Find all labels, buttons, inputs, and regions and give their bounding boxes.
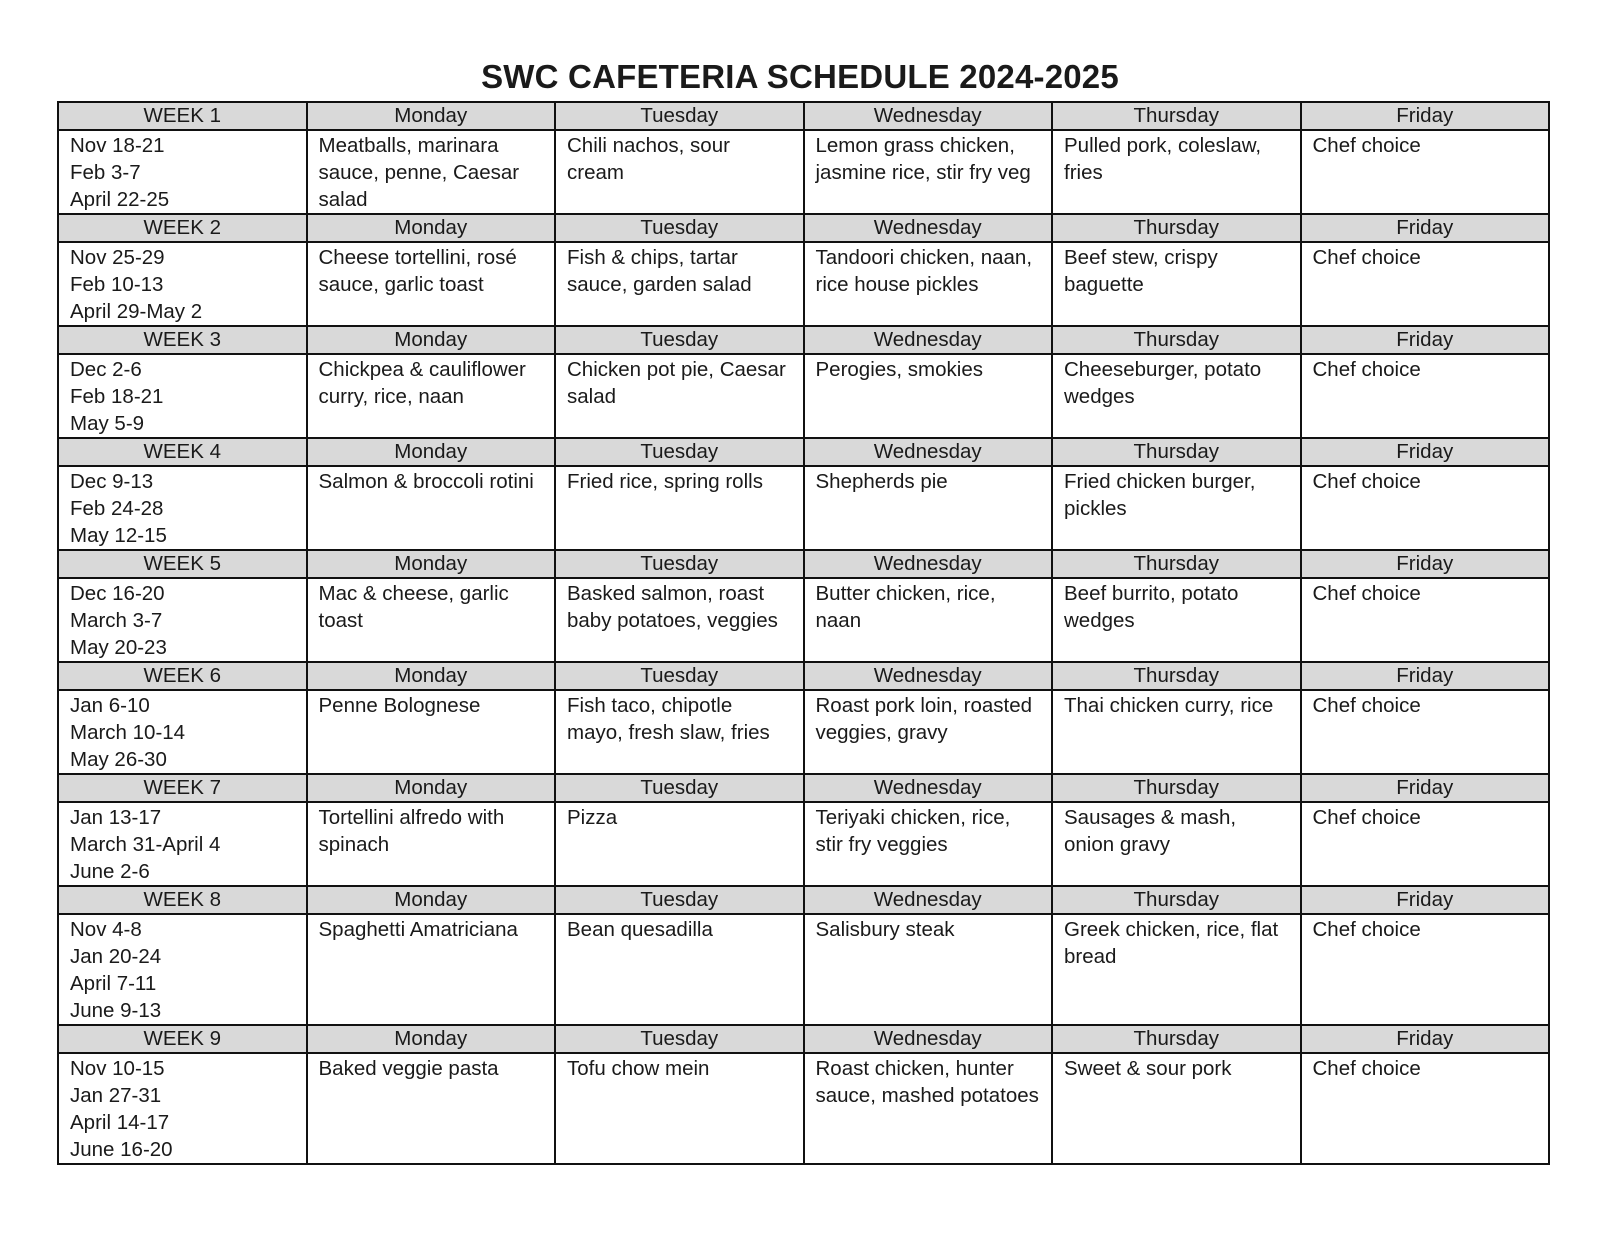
page-title: SWC CAFETERIA SCHEDULE 2024-2025 <box>481 58 1119 95</box>
schedule-table <box>57 101 1550 1165</box>
date-range: Nov 10-15 <box>70 1057 165 1080</box>
meal-monday: Cheese tortellini, rosé sauce, garlic toast <box>307 242 556 326</box>
week-header-row <box>58 662 1549 690</box>
week-menu-row <box>58 914 1549 1025</box>
date-range: Feb 18-21 <box>70 385 164 408</box>
week-label: WEEK 1 <box>58 102 307 130</box>
meal-friday: Chef choice <box>1301 466 1550 550</box>
day-header-thursday: Thursday <box>1052 774 1301 802</box>
week-header-row <box>58 102 1549 130</box>
date-range: Nov 4-8 <box>70 918 142 941</box>
meal-thursday: Sweet & sour pork <box>1052 1053 1301 1164</box>
week-dates <box>58 466 307 550</box>
day-header-tuesday: Tuesday <box>555 214 804 242</box>
week-label: WEEK 6 <box>58 662 307 690</box>
day-header-tuesday: Tuesday <box>555 662 804 690</box>
week-menu-row <box>58 802 1549 886</box>
day-header-friday: Friday <box>1301 438 1550 466</box>
day-header-friday: Friday <box>1301 550 1550 578</box>
meal-monday: Meatballs, marinara sauce, penne, Caesar salad <box>307 130 556 214</box>
date-range: Dec 9-13 <box>70 470 154 493</box>
date-range: Feb 10-13 <box>70 273 164 296</box>
week-header-row <box>58 214 1549 242</box>
date-range: March 31-April 4 <box>70 833 221 856</box>
meal-wednesday: Butter chicken, rice, naan <box>804 578 1053 662</box>
meal-thursday: Sausages & mash, onion gravy <box>1052 802 1301 886</box>
week-menu-row <box>58 354 1549 438</box>
meal-monday: Penne Bolognese <box>307 690 556 774</box>
week-menu-row <box>58 130 1549 214</box>
date-range: Nov 25-29 <box>70 246 165 269</box>
day-header-wednesday: Wednesday <box>804 662 1053 690</box>
day-header-wednesday: Wednesday <box>804 326 1053 354</box>
schedule-body <box>58 102 1549 1164</box>
meal-friday: Chef choice <box>1301 914 1550 1025</box>
date-range: Jan 20-24 <box>70 945 162 968</box>
week-label: WEEK 7 <box>58 774 307 802</box>
day-header-tuesday: Tuesday <box>555 438 804 466</box>
date-range: Dec 16-20 <box>70 582 165 605</box>
meal-wednesday: Salisbury steak <box>804 914 1053 1025</box>
day-header-wednesday: Wednesday <box>804 1025 1053 1053</box>
week-label: WEEK 8 <box>58 886 307 914</box>
meal-thursday: Beef burrito, potato wedges <box>1052 578 1301 662</box>
meal-wednesday: Teriyaki chicken, rice, stir fry veggies <box>804 802 1053 886</box>
day-header-thursday: Thursday <box>1052 326 1301 354</box>
week-menu-row <box>58 690 1549 774</box>
meal-tuesday: Fried rice, spring rolls <box>555 466 804 550</box>
day-header-monday: Monday <box>307 550 556 578</box>
day-header-friday: Friday <box>1301 662 1550 690</box>
meal-monday: Baked veggie pasta <box>307 1053 556 1164</box>
meal-friday: Chef choice <box>1301 1053 1550 1164</box>
day-header-monday: Monday <box>307 1025 556 1053</box>
date-range: May 26-30 <box>70 748 167 771</box>
date-range: May 12-15 <box>70 524 167 547</box>
week-dates <box>58 690 307 774</box>
week-menu-row <box>58 1053 1549 1164</box>
date-range: April 22-25 <box>70 188 170 211</box>
week-label: WEEK 3 <box>58 326 307 354</box>
date-range: Jan 13-17 <box>70 806 162 829</box>
week-menu-row <box>58 578 1549 662</box>
date-range: March 10-14 <box>70 721 186 744</box>
meal-monday: Salmon & broccoli rotini <box>307 466 556 550</box>
meal-monday: Chickpea & cauliflower curry, rice, naan <box>307 354 556 438</box>
day-header-friday: Friday <box>1301 326 1550 354</box>
day-header-monday: Monday <box>307 214 556 242</box>
week-dates <box>58 242 307 326</box>
meal-wednesday: Shepherds pie <box>804 466 1053 550</box>
date-range: April 7-11 <box>70 972 157 995</box>
week-menu-row <box>58 466 1549 550</box>
day-header-wednesday: Wednesday <box>804 102 1053 130</box>
date-range: Feb 3-7 <box>70 161 141 184</box>
meal-friday: Chef choice <box>1301 130 1550 214</box>
day-header-friday: Friday <box>1301 886 1550 914</box>
day-header-thursday: Thursday <box>1052 102 1301 130</box>
day-header-tuesday: Tuesday <box>555 550 804 578</box>
day-header-monday: Monday <box>307 102 556 130</box>
day-header-tuesday: Tuesday <box>555 886 804 914</box>
meal-monday: Mac & cheese, garlic toast <box>307 578 556 662</box>
meal-tuesday: Chili nachos, sour cream <box>555 130 804 214</box>
day-header-friday: Friday <box>1301 774 1550 802</box>
day-header-friday: Friday <box>1301 1025 1550 1053</box>
week-dates <box>58 578 307 662</box>
day-header-wednesday: Wednesday <box>804 886 1053 914</box>
date-range: Feb 24-28 <box>70 497 164 520</box>
week-header-row <box>58 438 1549 466</box>
meal-tuesday: Chicken pot pie, Caesar salad <box>555 354 804 438</box>
week-menu-row <box>58 242 1549 326</box>
day-header-wednesday: Wednesday <box>804 214 1053 242</box>
day-header-thursday: Thursday <box>1052 1025 1301 1053</box>
date-range: June 16-20 <box>70 1138 173 1161</box>
date-range: Jan 27-31 <box>70 1084 162 1107</box>
meal-friday: Chef choice <box>1301 690 1550 774</box>
day-header-wednesday: Wednesday <box>804 550 1053 578</box>
week-dates <box>58 1053 307 1164</box>
week-dates <box>58 802 307 886</box>
day-header-monday: Monday <box>307 662 556 690</box>
date-range: April 14-17 <box>70 1111 170 1134</box>
week-dates <box>58 354 307 438</box>
meal-tuesday: Basked salmon, roast baby potatoes, veggies <box>555 578 804 662</box>
day-header-monday: Monday <box>307 886 556 914</box>
meal-friday: Chef choice <box>1301 354 1550 438</box>
day-header-thursday: Thursday <box>1052 438 1301 466</box>
day-header-tuesday: Tuesday <box>555 774 804 802</box>
meal-thursday: Greek chicken, rice, flat bread <box>1052 914 1301 1025</box>
day-header-tuesday: Tuesday <box>555 1025 804 1053</box>
meal-thursday: Beef stew, crispy baguette <box>1052 242 1301 326</box>
day-header-wednesday: Wednesday <box>804 774 1053 802</box>
week-dates <box>58 130 307 214</box>
date-range: Dec 2-6 <box>70 358 142 381</box>
week-header-row <box>58 550 1549 578</box>
day-header-friday: Friday <box>1301 214 1550 242</box>
date-range: March 3-7 <box>70 609 163 632</box>
meal-thursday: Fried chicken burger, pickles <box>1052 466 1301 550</box>
meal-thursday: Pulled pork, coleslaw, fries <box>1052 130 1301 214</box>
day-header-monday: Monday <box>307 438 556 466</box>
meal-wednesday: Roast pork loin, roasted veggies, gravy <box>804 690 1053 774</box>
day-header-thursday: Thursday <box>1052 214 1301 242</box>
week-label: WEEK 5 <box>58 550 307 578</box>
day-header-tuesday: Tuesday <box>555 326 804 354</box>
meal-wednesday: Roast chicken, hunter sauce, mashed potatoes <box>804 1053 1053 1164</box>
meal-monday: Tortellini alfredo with spinach <box>307 802 556 886</box>
week-header-row <box>58 774 1549 802</box>
day-header-thursday: Thursday <box>1052 550 1301 578</box>
week-header-row <box>58 886 1549 914</box>
day-header-tuesday: Tuesday <box>555 102 804 130</box>
day-header-friday: Friday <box>1301 102 1550 130</box>
meal-thursday: Cheeseburger, potato wedges <box>1052 354 1301 438</box>
meal-friday: Chef choice <box>1301 578 1550 662</box>
meal-tuesday: Pizza <box>555 802 804 886</box>
meal-thursday: Thai chicken curry, rice <box>1052 690 1301 774</box>
week-label: WEEK 4 <box>58 438 307 466</box>
day-header-thursday: Thursday <box>1052 886 1301 914</box>
date-range: May 5-9 <box>70 412 145 435</box>
meal-wednesday: Tandoori chicken, naan, rice house pickles <box>804 242 1053 326</box>
day-header-monday: Monday <box>307 774 556 802</box>
meal-tuesday: Tofu chow mein <box>555 1053 804 1164</box>
day-header-thursday: Thursday <box>1052 662 1301 690</box>
week-label: WEEK 2 <box>58 214 307 242</box>
date-range: June 2-6 <box>70 860 150 883</box>
meal-tuesday: Bean quesadilla <box>555 914 804 1025</box>
day-header-wednesday: Wednesday <box>804 438 1053 466</box>
day-header-monday: Monday <box>307 326 556 354</box>
date-range: Jan 6-10 <box>70 694 150 717</box>
meal-friday: Chef choice <box>1301 242 1550 326</box>
meal-monday: Spaghetti Amatriciana <box>307 914 556 1025</box>
meal-friday: Chef choice <box>1301 802 1550 886</box>
week-label: WEEK 9 <box>58 1025 307 1053</box>
date-range: Nov 18-21 <box>70 134 165 157</box>
date-range: April 29-May 2 <box>70 300 203 323</box>
week-header-row <box>58 1025 1549 1053</box>
meal-wednesday: Lemon grass chicken, jasmine rice, stir fry veg <box>804 130 1053 214</box>
date-range: May 20-23 <box>70 636 167 659</box>
meal-tuesday: Fish & chips, tartar sauce, garden salad <box>555 242 804 326</box>
meal-tuesday: Fish taco, chipotle mayo, fresh slaw, fries <box>555 690 804 774</box>
week-header-row <box>58 326 1549 354</box>
week-dates <box>58 914 307 1025</box>
meal-wednesday: Perogies, smokies <box>804 354 1053 438</box>
date-range: June 9-13 <box>70 999 162 1022</box>
